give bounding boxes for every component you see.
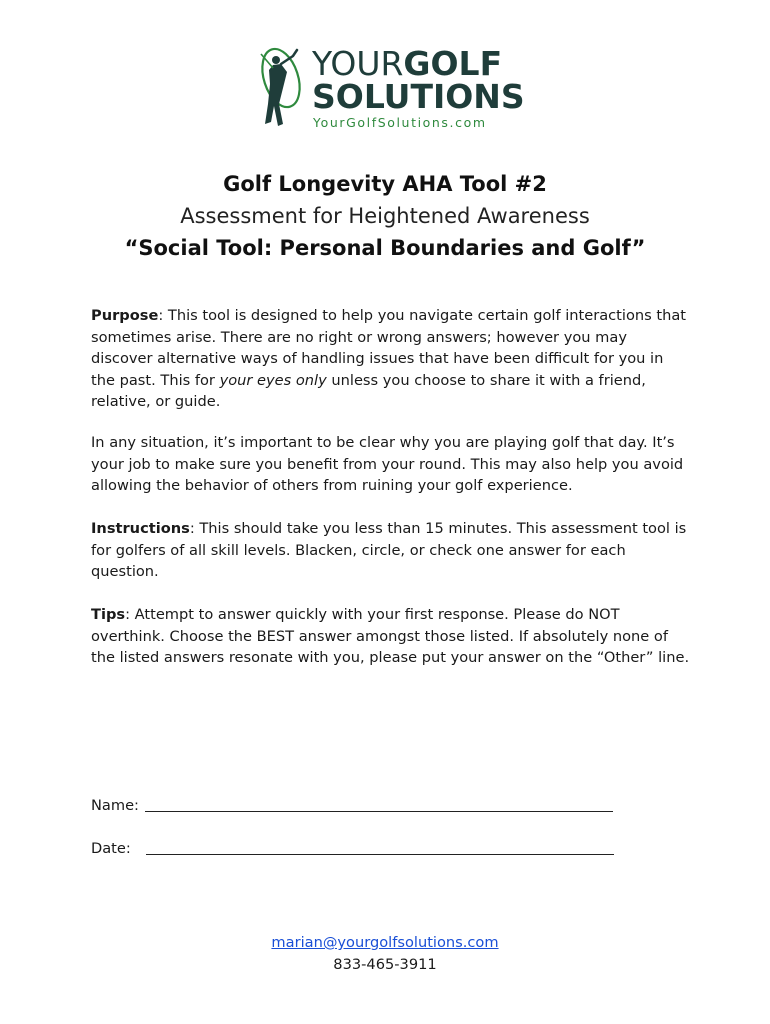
tips-text: : Attempt to answer quickly with your first response. Please do NOT overthink. Choose the BEST answer amongst those listed. If absolutely none of the listed answers resonate with you, please put your answer on the “Other” line. [91,606,690,666]
golfer-swing-icon [255,44,315,134]
logo-word-golf: GOLF [403,44,503,83]
document-subtitle: Assessment for Heightened Awareness [180,204,590,228]
name-label: Name: [91,797,139,814]
document-tool-name: “Social Tool: Personal Boundaries and Golf” [124,236,646,260]
logo-word-your: YOUR [312,44,404,83]
instructions-text: : This should take you less than 15 minutes. This assessment tool is for golfers of all skill levels. Blacken, circle, or check one answer for each question. [91,520,687,580]
tips-paragraph [91,604,691,669]
situation-paragraph: In any situation, it’s important to be clear why you are playing golf that day. It’s your job to make sure you benefit from your round. This may also help you avoid allowing the behavior of others from ruining your golf experience. [91,434,684,494]
contact-phone: 833-465-3911 [333,956,437,973]
logo-wordmark-line2: SOLUTIONS [312,77,525,116]
date-label: Date: [91,840,131,857]
logo-url: YourGolfSolutions.com [313,115,487,130]
purpose-label: Purpose [91,307,159,324]
contact-email-link[interactable]: marian@yourgolfsolutions.com [271,934,499,951]
document-title: Golf Longevity AHA Tool #2 [223,172,547,196]
tips-label: Tips [91,606,126,623]
purpose-emphasis: your eyes only [219,371,327,389]
instructions-paragraph [91,518,691,583]
date-field [91,840,131,857]
name-input-line[interactable] [145,811,613,812]
purpose-paragraph [91,305,691,413]
name-field [91,797,139,814]
date-input-line[interactable] [146,854,614,855]
instructions-label: Instructions [91,520,190,537]
company-logo [255,44,525,134]
purpose-text-2: unless you choose to share it with a friend, relative, or guide. [91,371,646,410]
purpose-text-1: : This tool is designed to help you navigate certain golf interactions that sometimes arise. There are no right or wrong answers; however you may discover alternative ways of handling issues that have been difficult for you in the past. This for [91,307,687,389]
